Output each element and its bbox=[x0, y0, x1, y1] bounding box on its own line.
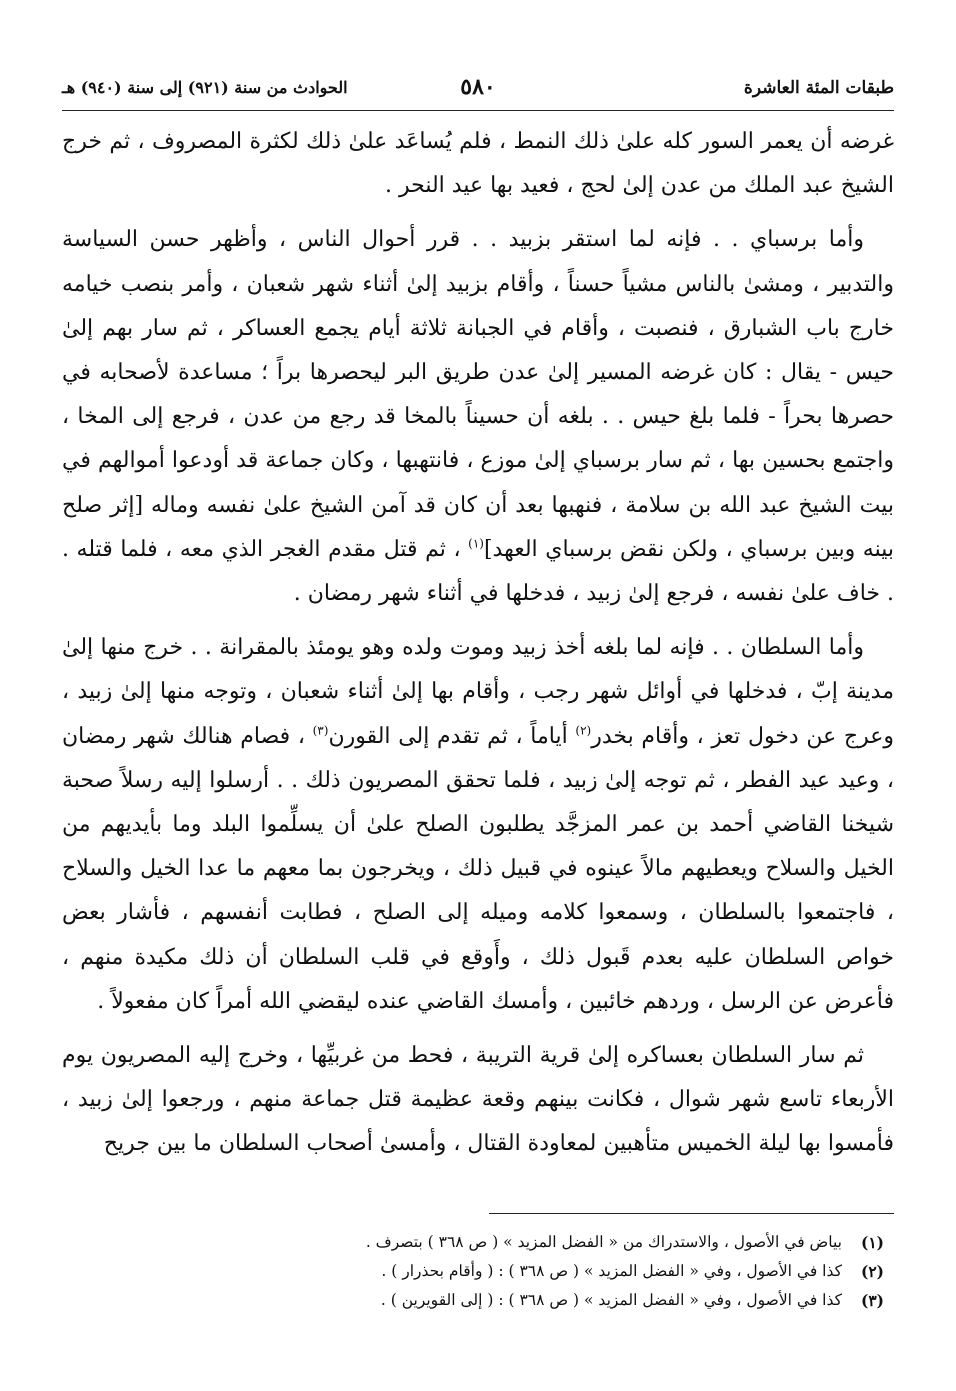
footnote-text: كذا في الأصول ، وفي « الفضل المزيد » ( ص ٣٦٨ ) : ( إلى القويرين ) . bbox=[380, 1291, 842, 1309]
footnote-divider bbox=[489, 1213, 894, 1214]
text-run: وأما برسباي . . فإنه لما استقر بزبيد . . قرر أحوال الناس ، وأظهر حسن السياسة والتدبير ، ومشىٰ بالناس مشياً حسناً ، وأقام بزبيد إلىٰ أثناء شهر شعبان ، وأمر بنصب خيامه خارج باب الشبارق ، فنصبت ، وأقام في الجبانة ثلاثة أيام يجمع العساكر ، ثم سار بهم إلىٰ حيس - يقال : كان غرضه المسير إلىٰ عدن طريق البر ليحصرها براً ؛ مساعدة لأصحابه في حصرها بحراً - فلما بلغ حيس . . بلغه أن حسيناً بالمخا قد رجع من عدن ، فرجع إلى المخا ، واجتمع بحسين بها ، ثم سار برسباي إلىٰ موزع ، فانتهبها ، وكان جماعة قد أودعوا أموالهم في بيت الشيخ عبد الله بن سلامة ، فنهبها بعد أن كان قد آمن الشيخ علىٰ نفسه وماله [إثر صلح بينه وبين برسباي ، ولكن نقض برسباي العهد] bbox=[62, 227, 895, 562]
footnote-marker: (١) bbox=[468, 536, 484, 551]
header-divider bbox=[62, 110, 894, 111]
body-text bbox=[62, 120, 894, 1167]
footnote bbox=[62, 1257, 894, 1286]
footnote-number: (٢) bbox=[860, 1262, 884, 1281]
footnote-number: (١) bbox=[860, 1233, 884, 1252]
footnote bbox=[62, 1286, 894, 1315]
running-header bbox=[62, 70, 894, 110]
text-run: ، ثم قتل مقدم الغجر الذي معه ، فلما قتله . . خاف علىٰ نفسه ، فرجع إلىٰ زبيد ، فدخلها في أثناء شهر رمضان . bbox=[62, 536, 894, 607]
footnote-marker: (٢) bbox=[575, 723, 592, 738]
text-run: وأما السلطان . . فإنه لما بلغه أخذ زبيد وموت ولده وهو يومئذ بالمقرانة . . خرج منها إلىٰ مدينة إبّ ، فدخلها في أوائل شهر رجب ، وأقام بها إلىٰ أثناء شعبان ، وتوجه منها إلىٰ زبيد ، وعرج عن دخول تعز ، وأقام بخدر bbox=[62, 635, 895, 749]
paragraph bbox=[62, 626, 894, 1024]
footnote bbox=[62, 1228, 894, 1257]
text-run: ثم سار السلطان بعساكره إلىٰ قرية التريبة ، فحط من غربيِّها ، وخرج إليه المصريون يوم الأربعاء تاسع شهر شوال ، فكانت بينهم وقعة عظيمة قتل جماعة منهم ، ورجعوا إلىٰ زبيد ، فأمسوا بها ليلة الخميس متأهبين لمعاودة القتال ، وأمسىٰ أصحاب السلطان ما بين جريح bbox=[62, 1043, 894, 1157]
text-run: غرضه أن يعمر السور كله علىٰ ذلك النمط ، فلم يُساعَد علىٰ ذلك لكثرة المصروف ، ثم خرج الشيخ عبد الملك من عدن إلىٰ لحج ، فعيد بها عيد النحر . bbox=[62, 129, 894, 199]
text-run: أياماً ، ثم تقدم إلى القورن bbox=[328, 723, 576, 749]
footnote-text: بياض في الأصول ، والاستدراك من « الفضل المزيد » ( ص ٣٦٨ ) بتصرف . bbox=[365, 1233, 842, 1251]
paragraph bbox=[62, 120, 894, 208]
footnote-text: كذا في الأصول ، وفي « الفضل المزيد » ( ص ٣٦٨ ) : ( وأقام بحذرار ) . bbox=[381, 1262, 842, 1280]
book-title: طبقات المئة العاشرة bbox=[743, 78, 894, 98]
text-run: ، فصام هنالك شهر رمضان ، وعيد عيد الفطر ، ثم توجه إلىٰ زبيد ، فلما تحقق المصريون ذلك . . أرسلوا إليه رسلاً صحبة شيخنا القاضي أحمد بن عمر المزجَّد يطلبون الصلح علىٰ أن يسلِّموا البلد وما بأيديهم من الخيل والسلاح ويعطيهم مالاً عينوه في قبيل ذلك ، ويخرجون بما معهم ما عدا الخيل والسلاح ، فاجتمعوا بالسلطان ، وسمعوا كلامه وميله إلى الصلح ، فطابت أنفسهم ، فأشار بعض خواص السلطان عليه بعدم قَبول ذلك ، وأَوقع في قلب السلطان أن ذلك مكيدة منهم ، فأعرض عن الرسل ، وردهم خائبين ، وأمسك القاضي عنده ليقضي الله أمراً كان مفعولاً . bbox=[62, 723, 894, 1014]
section-title: الحوادث من سنة (٩٢١) إلى سنة (٩٤٠) هـ bbox=[62, 78, 348, 97]
footnotes bbox=[62, 1228, 894, 1315]
paragraph bbox=[62, 1034, 894, 1167]
page-number: ٥٨٠ bbox=[460, 74, 496, 100]
footnote-number: (٣) bbox=[860, 1291, 884, 1310]
paragraph bbox=[62, 218, 894, 616]
footnote-marker: (٣) bbox=[312, 723, 329, 738]
